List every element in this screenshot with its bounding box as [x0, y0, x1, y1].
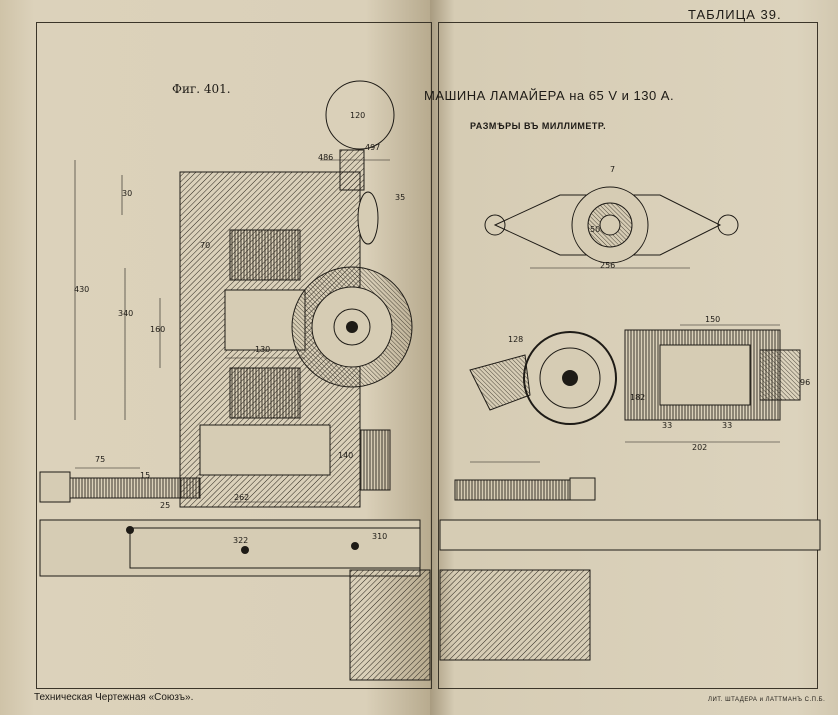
dim-128: 128	[508, 335, 524, 344]
dim-70: 70	[200, 241, 211, 250]
dim-340: 340	[118, 309, 134, 318]
drawing-subtitle: РАЗМѢРЫ ВЪ МИЛЛИМЕТР.	[470, 121, 607, 131]
dim-160: 160	[150, 325, 166, 334]
dim-486: 486	[318, 153, 334, 162]
dim-150: 150	[705, 315, 721, 324]
figure-label: Фиг. 401.	[172, 82, 231, 96]
rail-and-slide	[440, 478, 820, 660]
dim-256: 256	[600, 261, 616, 270]
publisher-footer: Техническая Чертежная «Союзъ».	[34, 692, 194, 703]
drawing-title: МАШИНА ЛАМАЙЕРА на 65 V и 130 A.	[424, 88, 675, 103]
dim-140: 140	[338, 451, 354, 460]
dim-130: 130	[255, 345, 271, 354]
dim-497: 497	[365, 143, 381, 152]
dim-310: 310	[372, 532, 388, 541]
dim-96: 96	[800, 378, 811, 387]
dim-25: 25	[160, 501, 171, 510]
dim-202: 202	[692, 443, 708, 452]
dim-262: 262	[234, 493, 250, 502]
dim-33a: 33	[662, 421, 673, 430]
printer-footer: ЛИТ. ШТАДЕРА и ЛАТТМАНЪ С.П.Б.	[708, 697, 826, 703]
commutator-side-view	[625, 330, 800, 420]
dim-120: 120	[350, 111, 366, 120]
brush-holder-wheel	[470, 332, 616, 424]
brush-rocker-plan	[485, 187, 738, 263]
dim-7: 7	[610, 165, 616, 174]
dim-35: 35	[395, 193, 406, 202]
dim-30: 30	[122, 189, 133, 198]
dim-430: 430	[74, 285, 90, 294]
dim-322: 322	[233, 536, 249, 545]
dim-182: 182	[630, 393, 646, 402]
dim-33b: 33	[722, 421, 733, 430]
table-number-label: ТАБЛИЦА 39.	[688, 7, 782, 22]
dim-15: 15	[140, 471, 151, 480]
dim-50: 50	[590, 225, 601, 234]
dim-75: 75	[95, 455, 106, 464]
